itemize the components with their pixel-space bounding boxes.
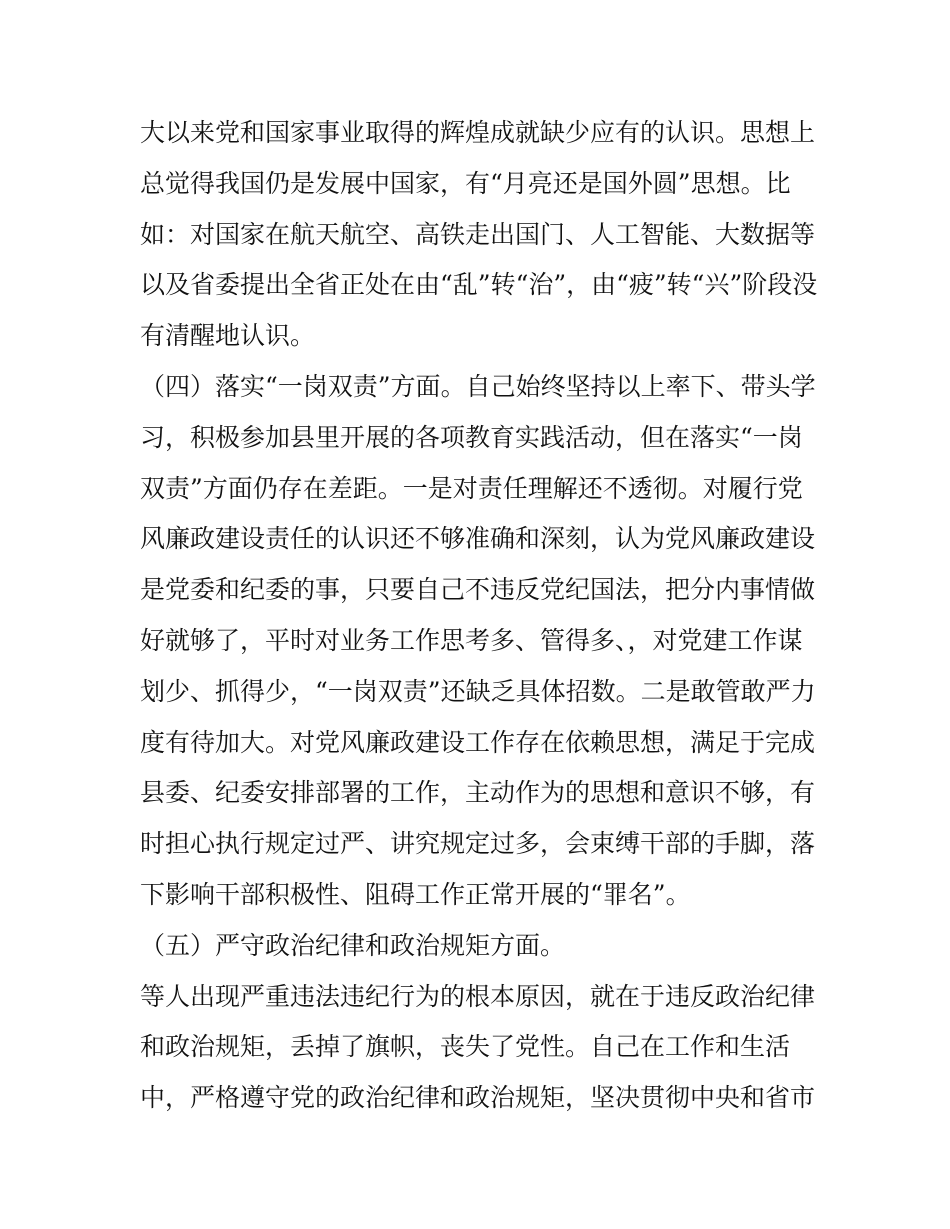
text-line: 以及省委提出全省正处在由“乱”转“治”，由“疲”转“兴”阶段没: [140, 270, 818, 300]
text-line: 有清醒地认识。: [140, 321, 316, 351]
text-line: 下影响干部积极性、阻碍工作正常开展的“罪名”。: [140, 879, 691, 909]
text-line: 划少、抓得少，“一岗双责”还缺乏具体招数。二是敢管敢严力: [140, 676, 816, 706]
text-line: 时担心执行规定过严、讲究规定过多，会束缚干部的手脚，落: [140, 829, 816, 859]
text-line: 习，积极参加县里开展的各项教育实践活动，但在落实“一岗: [140, 422, 803, 452]
text-line: 等人出现严重违法违纪行为的根本原因，就在于违反政治纪律: [140, 981, 816, 1011]
text-line: 是党委和纪委的事，只要自己不违反党纪国法，把分内事情做: [140, 575, 816, 605]
text-line: 总觉得我国仍是发展中国家，有“月亮还是国外圆”思想。比: [140, 168, 791, 198]
text-line: 度有待加大。对党风廉政建设工作存在依赖思想，满足于完成: [140, 727, 816, 757]
text-line: （四）落实“一岗双责”方面。自己始终坚持以上率下、带头学: [140, 371, 816, 401]
text-line: 双责”方面仍存在差距。一是对责任理解还不透彻。对履行党: [140, 473, 803, 503]
text-line: 风廉政建设责任的认识还不够准确和深刻，认为党风廉政建设: [140, 524, 816, 554]
text-line: 好就够了，平时对业务工作思考多、管得多、，对党建工作谋: [140, 625, 803, 655]
text-line: 中，严格遵守党的政治纪律和政治规矩，坚决贯彻中央和省市: [140, 1083, 816, 1113]
text-line: 和政治规矩，丢掉了旗帜，丧失了党性。自己在工作和生活: [140, 1032, 791, 1062]
text-line: 大以来党和国家事业取得的辉煌成就缺少应有的认识。思想上: [140, 118, 816, 147]
text-line: 县委、纪委安排部署的工作，主动作为的思想和意识不够，有: [140, 778, 816, 808]
text-line: （五）严守政治纪律和政治规矩方面。: [140, 930, 566, 960]
text-line: 如：对国家在航天航空、高铁走出国门、人工智能、大数据等: [140, 219, 816, 249]
body-text: [140, 108, 820, 1124]
